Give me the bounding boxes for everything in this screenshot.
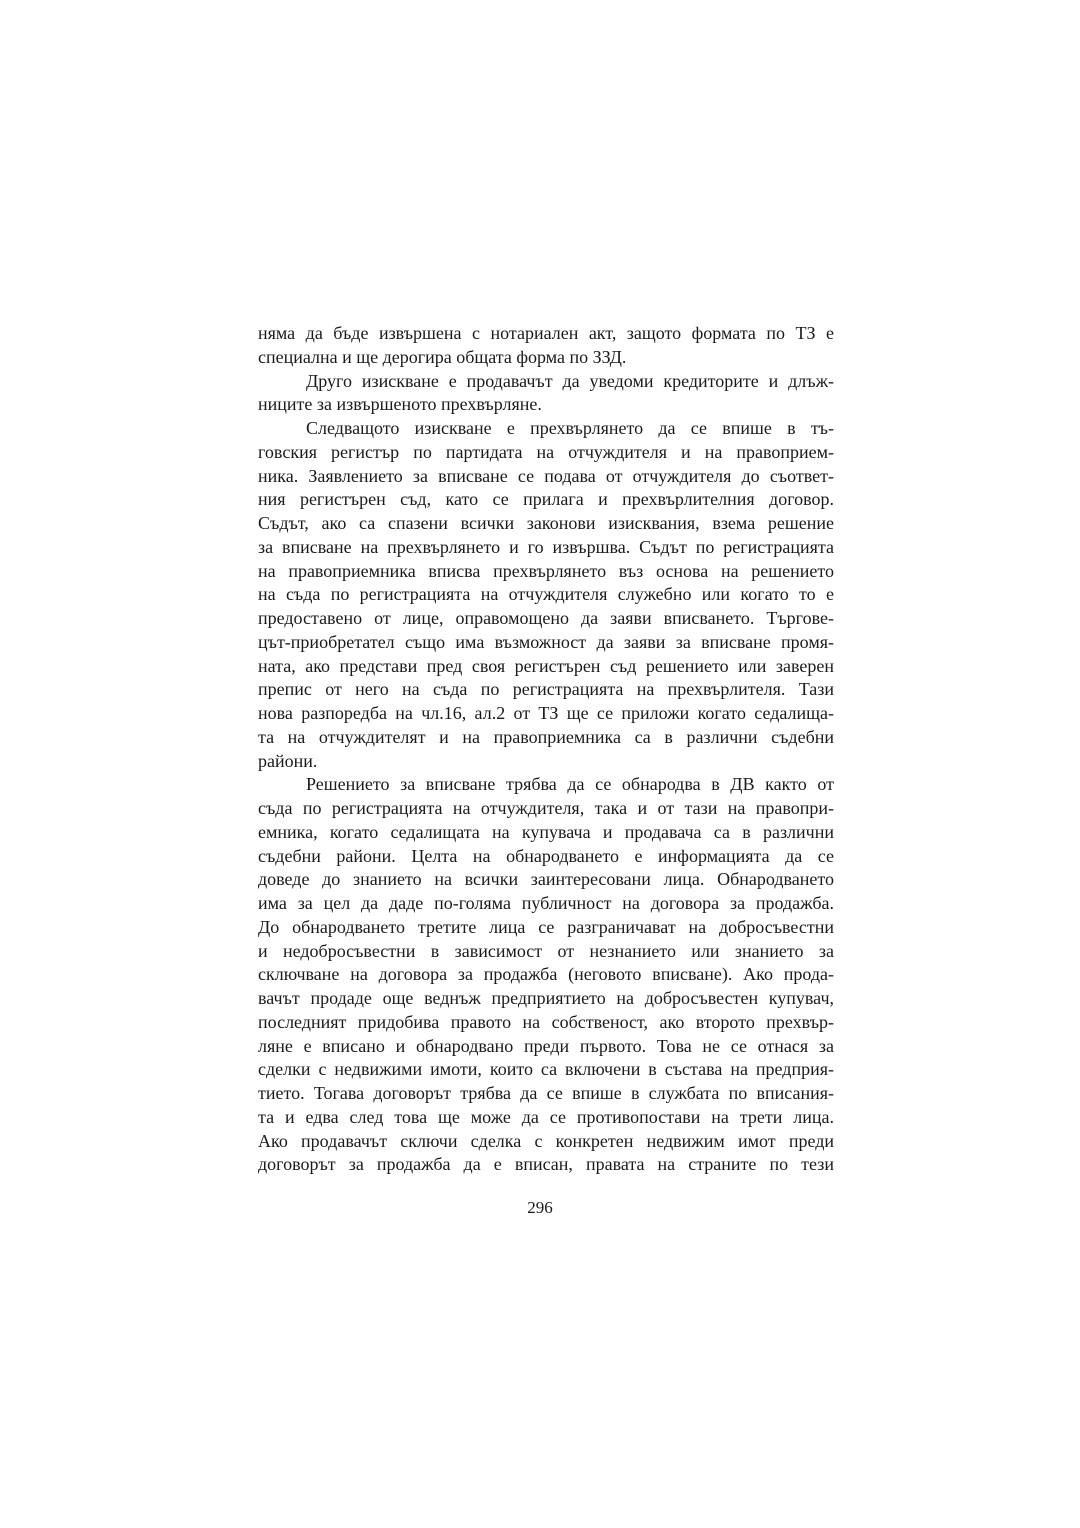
text-line: за вписване на прехвърлянето и го извършва. Съдът по регистрацията [258,536,834,557]
text-line: ниците за извършеното прехвърляне. [258,394,542,415]
text-line: няма да бъде извършена с нотариален акт, защото формата по ТЗ е [258,323,834,343]
text-line: говския регистър по партидата на отчуждителя и на правоприем- [258,441,834,462]
text-line: сделки с недвижими имоти, които са включени в състава на предприя- [258,1059,834,1080]
text-line: тието. Тогава договорът трябва да се впише в службата по вписания- [258,1083,834,1103]
text-line: та на отчуждителят и на правоприемника са в различни съдебни [258,726,834,747]
text-line: препис от него на съда по регистрацията на прехвърлителя. Тази [258,679,834,700]
text-line: Съдът, ако са спазени всички законови изисквания, взема решение [258,513,834,533]
text-line: Друго изискване е продавачът да уведоми кредиторите и длъж- [306,370,834,391]
text-line: доведе до знанието на всички заинтересовани лица. Обнародването [258,869,834,890]
text-line: Следващото изискване е прехвърлянето да се впише в тъ- [306,418,834,438]
text-line: До обнародването третите лица се разграничават на добросъвестни [258,916,834,937]
text-line: ната, ако представи пред своя регистърен съд решението или заверен [258,655,834,676]
text-line: ника. Заявлението за вписване се подава от отчуждителя до съответ- [258,465,834,486]
text-line: Ако продавачът сключи сделка с конкретен недвижим имот преди [258,1130,834,1151]
text-line: предоставено от лице, оправомощено да заяви вписването. Търгове- [258,608,834,628]
text-line: последният придобива правото на собственост, ако второто прехвър- [258,1011,834,1032]
text-line: райони. [258,750,318,771]
page-number: 296 [527,1198,553,1217]
text-line: ляне е вписано и обнародвано преди първото. Това не се отнася за [258,1035,834,1056]
text-line: сключване на договора за продажба (неговото вписване). Ако прода- [258,964,834,985]
text-line: на правоприемника вписва прехвърлянето въз основа на решението [258,560,834,581]
text-line: вачът продаде още веднъж предприятието на добросъвестен купувач, [258,988,834,1008]
text-line: нова разпоредба на чл.16, ал.2 от ТЗ ще се приложи когато седалища- [258,703,834,723]
text-line: съда по регистрацията на отчуждителя, така и от тази на правопри- [258,798,834,818]
text-line: специална и ще дерогира общата форма по ЗЗД. [258,346,627,367]
text-line: цът-приобретател също има възможност да заяви за вписване промя- [258,631,834,652]
text-line: Решението за вписване трябва да се обнародва в ДВ както от [306,774,834,795]
text-line: на съда по регистрацията на отчуждителя служебно или когато то е [258,584,834,605]
text-line: ния регистърен съд, като се прилага и прехвърлителния договор. [258,489,834,510]
text-line: и недобросъвестни в зависимост от незнанието или знанието за [258,940,834,961]
text-line: съдебни райони. Целта на обнародването е информацията да се [258,845,834,866]
text-line: договорът за продажба да е вписан, правата на страните по тези [258,1154,834,1175]
text-line: емника, когато седалищата на купувача и продавача са в различни [258,821,834,842]
text-line: та и едва след това ще може да се противопостави на трети лица. [258,1106,834,1127]
page-body-text [258,322,834,1177]
text-line: има за цел да даде по-голяма публичност на договора за продажба. [258,893,834,913]
